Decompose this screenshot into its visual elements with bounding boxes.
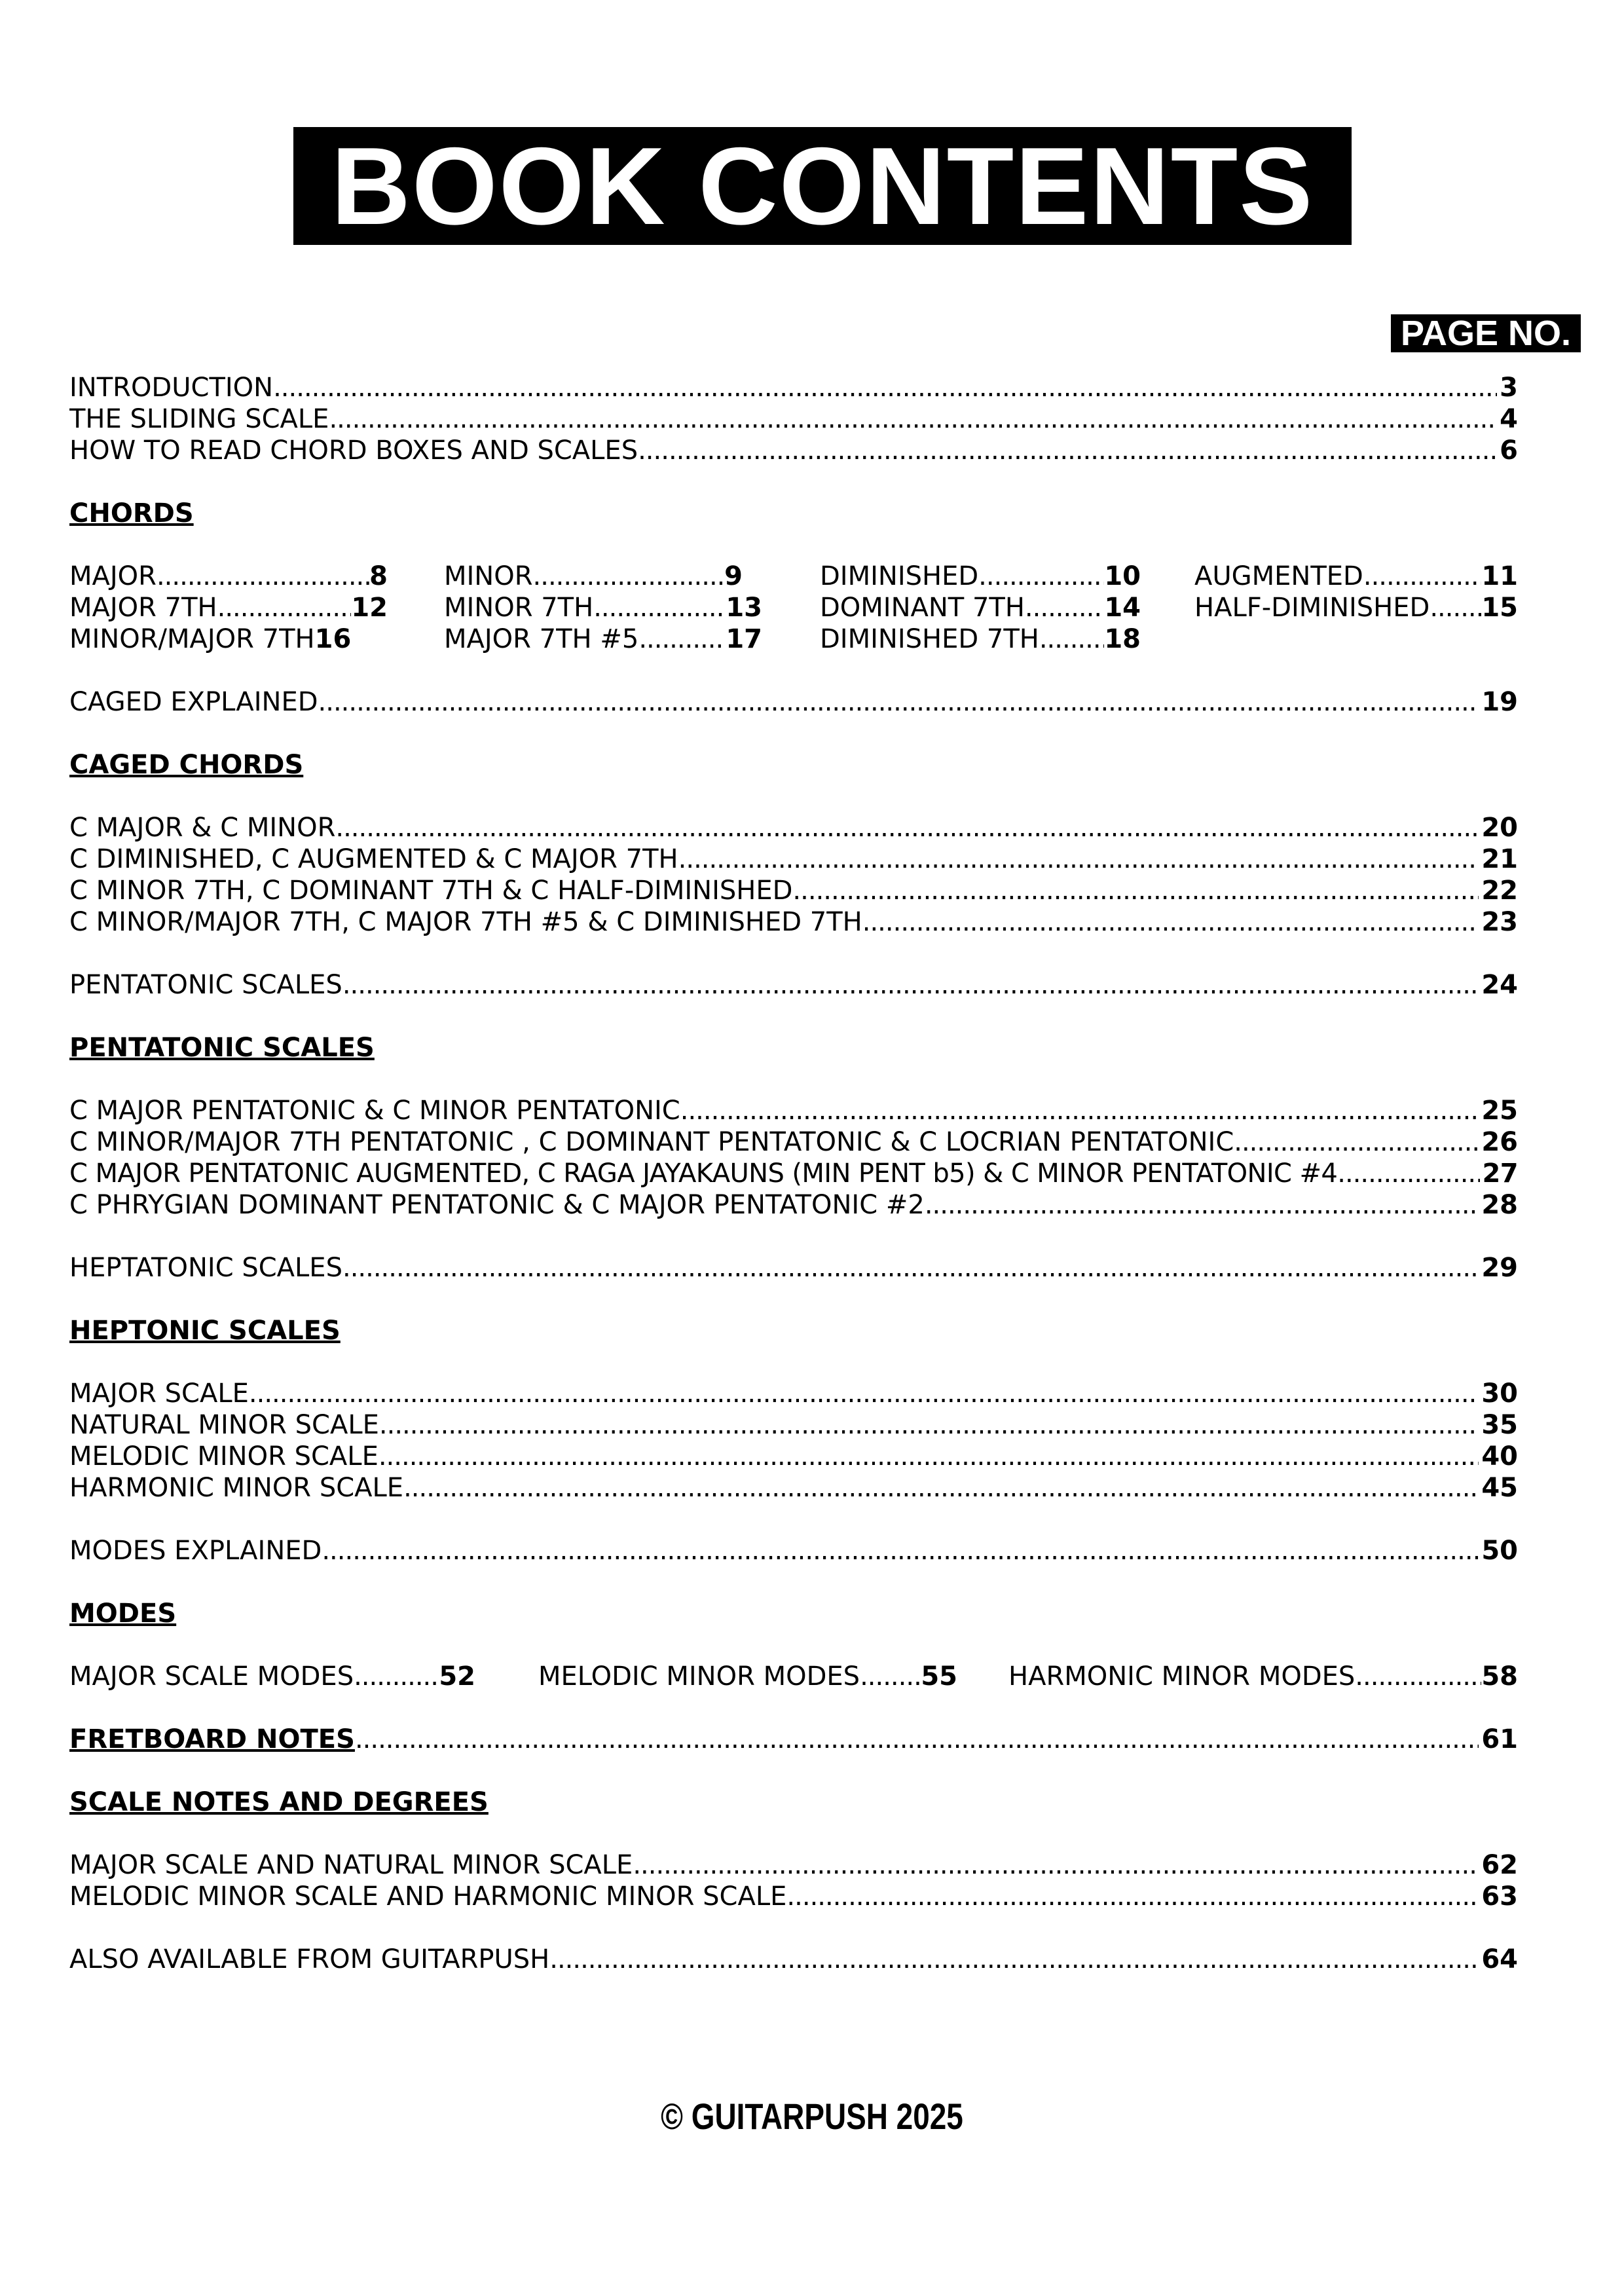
toc-entry-pentatonic[interactable] <box>69 1126 1518 1158</box>
dot-leader <box>638 435 1497 466</box>
toc-entry-label: MELODIC MINOR SCALE <box>69 1441 378 1472</box>
toc-entry-label: C MAJOR & C MINOR <box>69 813 336 843</box>
toc-entry-page: 19 <box>1481 687 1518 717</box>
toc-entry-also-available[interactable] <box>69 1944 1518 1975</box>
dot-leader <box>378 1441 1479 1472</box>
toc-entry-minor-major-7th[interactable] <box>69 623 397 655</box>
toc-entry-label: DIMINISHED <box>820 561 979 591</box>
toc-entry-heptonic[interactable] <box>69 1409 1518 1441</box>
toc-entry-label: HARMONIC MINOR SCALE <box>69 1473 404 1503</box>
dot-leader <box>925 1189 1479 1221</box>
toc-entry-harmonic-minor-modes[interactable] <box>1008 1661 1518 1692</box>
dot-leader <box>786 1881 1479 1912</box>
toc-entry-page: 58 <box>1481 1661 1518 1692</box>
page-number-column-label: PAGE NO. <box>1391 314 1581 352</box>
toc-entry-page: 29 <box>1481 1253 1518 1283</box>
section-heading-caged-chords: CAGED CHORDS <box>69 750 304 780</box>
toc-entry-page: 63 <box>1481 1881 1518 1912</box>
toc-entry-page: 17 <box>726 624 762 654</box>
dot-leader <box>379 1409 1479 1441</box>
toc-entry-page: 9 <box>724 561 743 591</box>
dot-leader <box>1430 592 1481 623</box>
toc-entry-caged-chord[interactable] <box>69 812 1518 843</box>
toc-entry-label: AUGMENTED <box>1194 561 1363 591</box>
toc-entry-heptonic[interactable] <box>69 1472 1518 1504</box>
toc-entry-page: 15 <box>1481 593 1518 623</box>
toc-entry-melodic-minor-modes[interactable] <box>538 1661 957 1692</box>
toc-entry-page: 3 <box>1500 373 1518 403</box>
section-heading-modes: MODES <box>69 1599 177 1629</box>
toc-entry-label: MAJOR 7TH <box>69 593 217 623</box>
dot-leader <box>593 592 726 623</box>
toc-entry-page: 6 <box>1500 435 1518 466</box>
dot-leader <box>1355 1661 1481 1692</box>
toc-entry-page: 62 <box>1481 1850 1518 1880</box>
dot-leader <box>978 561 1104 592</box>
toc-entry-label: MELODIC MINOR MODES <box>538 1661 860 1692</box>
dot-leader <box>1234 1126 1479 1158</box>
dot-leader <box>549 1944 1479 1975</box>
toc-entry-label: C MINOR 7TH, C DOMINANT 7TH & C HALF-DIMINISHED <box>69 876 793 906</box>
toc-entry-page: 20 <box>1481 813 1518 843</box>
dot-leader <box>633 1849 1479 1881</box>
toc-entry-major-7th-sharp-5[interactable] <box>444 623 762 655</box>
toc-entry-label: MAJOR SCALE MODES <box>69 1661 354 1692</box>
toc-entry-page: 30 <box>1481 1379 1518 1409</box>
toc-entry-label: C MAJOR PENTATONIC AUGMENTED, C RAGA JAYAKAUNS (MIN PENT b5) & C MINOR PENTATONIC #4 <box>69 1158 1338 1189</box>
dot-leader <box>680 1095 1479 1126</box>
dot-leader <box>1363 561 1481 592</box>
dot-leader <box>678 843 1479 875</box>
dot-leader <box>217 592 352 623</box>
toc-entry-page: 4 <box>1500 404 1518 434</box>
toc-entry-label: MAJOR SCALE AND NATURAL MINOR SCALE <box>69 1850 633 1880</box>
toc-entry-heptonic[interactable] <box>69 1441 1518 1472</box>
toc-entry-page: 12 <box>351 593 388 623</box>
toc-entry-page: 28 <box>1481 1190 1518 1220</box>
toc-entry-page: 21 <box>1481 844 1518 874</box>
toc-entry-pentatonic-scales[interactable] <box>69 969 1518 1001</box>
toc-entry-label: MINOR/MAJOR 7TH <box>69 624 315 654</box>
dot-leader <box>249 1378 1479 1409</box>
toc-entry-label: HEPTATONIC SCALES <box>69 1253 342 1283</box>
toc-entry-label: C MINOR/MAJOR 7TH PENTATONIC , C DOMINANT PENTATONIC & C LOCRIAN PENTATONIC <box>69 1127 1234 1157</box>
page-title: BOOK CONTENTS <box>293 127 1352 245</box>
toc-entry-label: NATURAL MINOR SCALE <box>69 1410 379 1440</box>
toc-entry-half-diminished[interactable] <box>1194 592 1518 623</box>
toc-entry-label: DIMINISHED 7TH <box>820 624 1039 654</box>
toc-entry-label: PENTATONIC SCALES <box>69 970 342 1000</box>
toc-entry-label: MELODIC MINOR SCALE AND HARMONIC MINOR SCALE <box>69 1881 787 1912</box>
toc-entry-page: 35 <box>1481 1410 1518 1440</box>
toc-entry-caged-chord[interactable] <box>69 843 1518 875</box>
toc-entry-major-scale-modes[interactable] <box>69 1661 475 1692</box>
toc-entry-scale-notes[interactable] <box>69 1881 1518 1912</box>
toc-entry-fretboard-notes[interactable] <box>69 1724 1518 1755</box>
dot-leader <box>335 812 1479 843</box>
section-heading-heptonic-scales: HEPTONIC SCALES <box>69 1316 341 1346</box>
toc-entry-page: 50 <box>1481 1536 1518 1566</box>
dot-leader <box>354 1661 439 1692</box>
toc-entry-augmented[interactable] <box>1194 561 1518 592</box>
toc-entry-pentatonic[interactable] <box>69 1095 1518 1126</box>
toc-entry-sliding-scale[interactable] <box>69 403 1518 435</box>
toc-entry-heptatonic-scales[interactable] <box>69 1252 1518 1284</box>
toc-entry-label: HOW TO READ CHORD BOXES AND SCALES <box>69 435 638 466</box>
section-heading-scale-notes: SCALE NOTES AND DEGREES <box>69 1787 489 1817</box>
toc-entry-label: MAJOR 7TH #5 <box>444 624 639 654</box>
toc-entry-label: DOMINANT 7TH <box>820 593 1025 623</box>
toc-entry-pentatonic[interactable] <box>69 1189 1518 1221</box>
dot-leader <box>322 1535 1479 1566</box>
toc-entry-page: 64 <box>1481 1944 1518 1974</box>
toc-entry-label: MINOR <box>444 561 533 591</box>
toc-entry-modes-explained[interactable] <box>69 1535 1518 1566</box>
toc-entry-page: 27 <box>1482 1158 1518 1189</box>
toc-entry-label: C MAJOR PENTATONIC & C MINOR PENTATONIC <box>69 1096 680 1126</box>
toc-entry-page: 24 <box>1481 970 1518 1000</box>
toc-entry-label: THE SLIDING SCALE <box>69 404 329 434</box>
dot-leader <box>403 1472 1479 1504</box>
toc-entry-scale-notes[interactable] <box>69 1849 1518 1881</box>
copyright-notice: © GUITARPUSH 2025 <box>661 2096 963 2137</box>
toc-entry-label: C DIMINISHED, C AUGMENTED & C MAJOR 7TH <box>69 844 678 874</box>
toc-entry-page: 18 <box>1104 624 1141 654</box>
toc-entry-minor-7th[interactable] <box>444 592 762 623</box>
toc-entry-label: C PHRYGIAN DOMINANT PENTATONIC & C MAJOR PENTATONIC #2 <box>69 1190 925 1220</box>
toc-entry-label: MAJOR SCALE <box>69 1379 249 1409</box>
toc-entry-caged-chord[interactable] <box>69 906 1518 938</box>
dot-leader <box>862 906 1479 938</box>
toc-entry-label: MODES EXPLAINED <box>69 1536 322 1566</box>
toc-entry-page: 23 <box>1481 907 1518 937</box>
toc-entry-diminished-7th[interactable] <box>820 623 1141 655</box>
toc-entry-label: CAGED EXPLAINED <box>69 687 318 717</box>
dot-leader <box>318 686 1479 718</box>
section-heading-pentatonic-scales: PENTATONIC SCALES <box>69 1033 375 1063</box>
dot-leader <box>273 372 1497 403</box>
dot-leader <box>533 561 725 592</box>
toc-entry-dominant-7th[interactable] <box>820 592 1141 623</box>
dot-leader <box>342 969 1479 1001</box>
toc-entry-page: 40 <box>1481 1441 1518 1472</box>
dot-leader <box>342 1252 1479 1284</box>
toc-entry-page: 61 <box>1481 1724 1518 1754</box>
dot-leader <box>1039 623 1104 655</box>
toc-entry-caged-chord[interactable] <box>69 875 1518 906</box>
toc-entry-page: 22 <box>1481 876 1518 906</box>
toc-entry-minor[interactable] <box>444 561 743 592</box>
toc-entry-caged-explained[interactable] <box>69 686 1518 718</box>
dot-leader <box>860 1661 921 1692</box>
toc-entry-label: HARMONIC MINOR MODES <box>1008 1661 1356 1692</box>
toc-entry-label: MAJOR <box>69 561 157 591</box>
toc-entry-page: 25 <box>1481 1096 1518 1126</box>
toc-entry-introduction[interactable] <box>69 372 1518 403</box>
toc-entry-major-7th[interactable] <box>69 592 388 623</box>
dot-leader <box>638 623 726 655</box>
dot-leader <box>1337 1158 1479 1189</box>
toc-entry-diminished[interactable] <box>820 561 1141 592</box>
toc-entry-pentatonic[interactable] <box>69 1158 1518 1189</box>
section-heading-chords: CHORDS <box>69 498 194 528</box>
toc-entry-page: 11 <box>1481 561 1518 591</box>
toc-entry-label: C MINOR/MAJOR 7TH, C MAJOR 7TH #5 & C DIMINISHED 7TH <box>69 907 862 937</box>
toc-entry-how-to-read[interactable] <box>69 435 1518 466</box>
toc-entry-page: 52 <box>439 1661 475 1692</box>
toc-entry-page: 10 <box>1104 561 1141 591</box>
toc-entry-heptonic[interactable] <box>69 1378 1518 1409</box>
dot-leader <box>792 875 1479 906</box>
dot-leader <box>1025 592 1104 623</box>
toc-entry-label: MINOR 7TH <box>444 593 594 623</box>
toc-entry-page: 8 <box>369 561 388 591</box>
toc-entry-label: ALSO AVAILABLE FROM GUITARPUSH <box>69 1944 550 1974</box>
dot-leader <box>157 561 369 592</box>
toc-entry-label: HALF-DIMINISHED <box>1194 593 1430 623</box>
toc-entry-major[interactable] <box>69 561 388 592</box>
toc-entry-page: 45 <box>1481 1473 1518 1503</box>
toc-entry-page: 16 <box>314 624 352 654</box>
dot-leader <box>329 403 1497 435</box>
dot-leader <box>355 1724 1479 1755</box>
toc-entry-page: 14 <box>1104 593 1141 623</box>
toc-entry-page: 26 <box>1481 1127 1518 1157</box>
toc-entry-label: FRETBOARD NOTES <box>69 1724 355 1754</box>
toc-entry-page: 13 <box>726 593 762 623</box>
toc-entry-page: 55 <box>921 1661 957 1692</box>
toc-entry-label: INTRODUCTION <box>69 373 274 403</box>
